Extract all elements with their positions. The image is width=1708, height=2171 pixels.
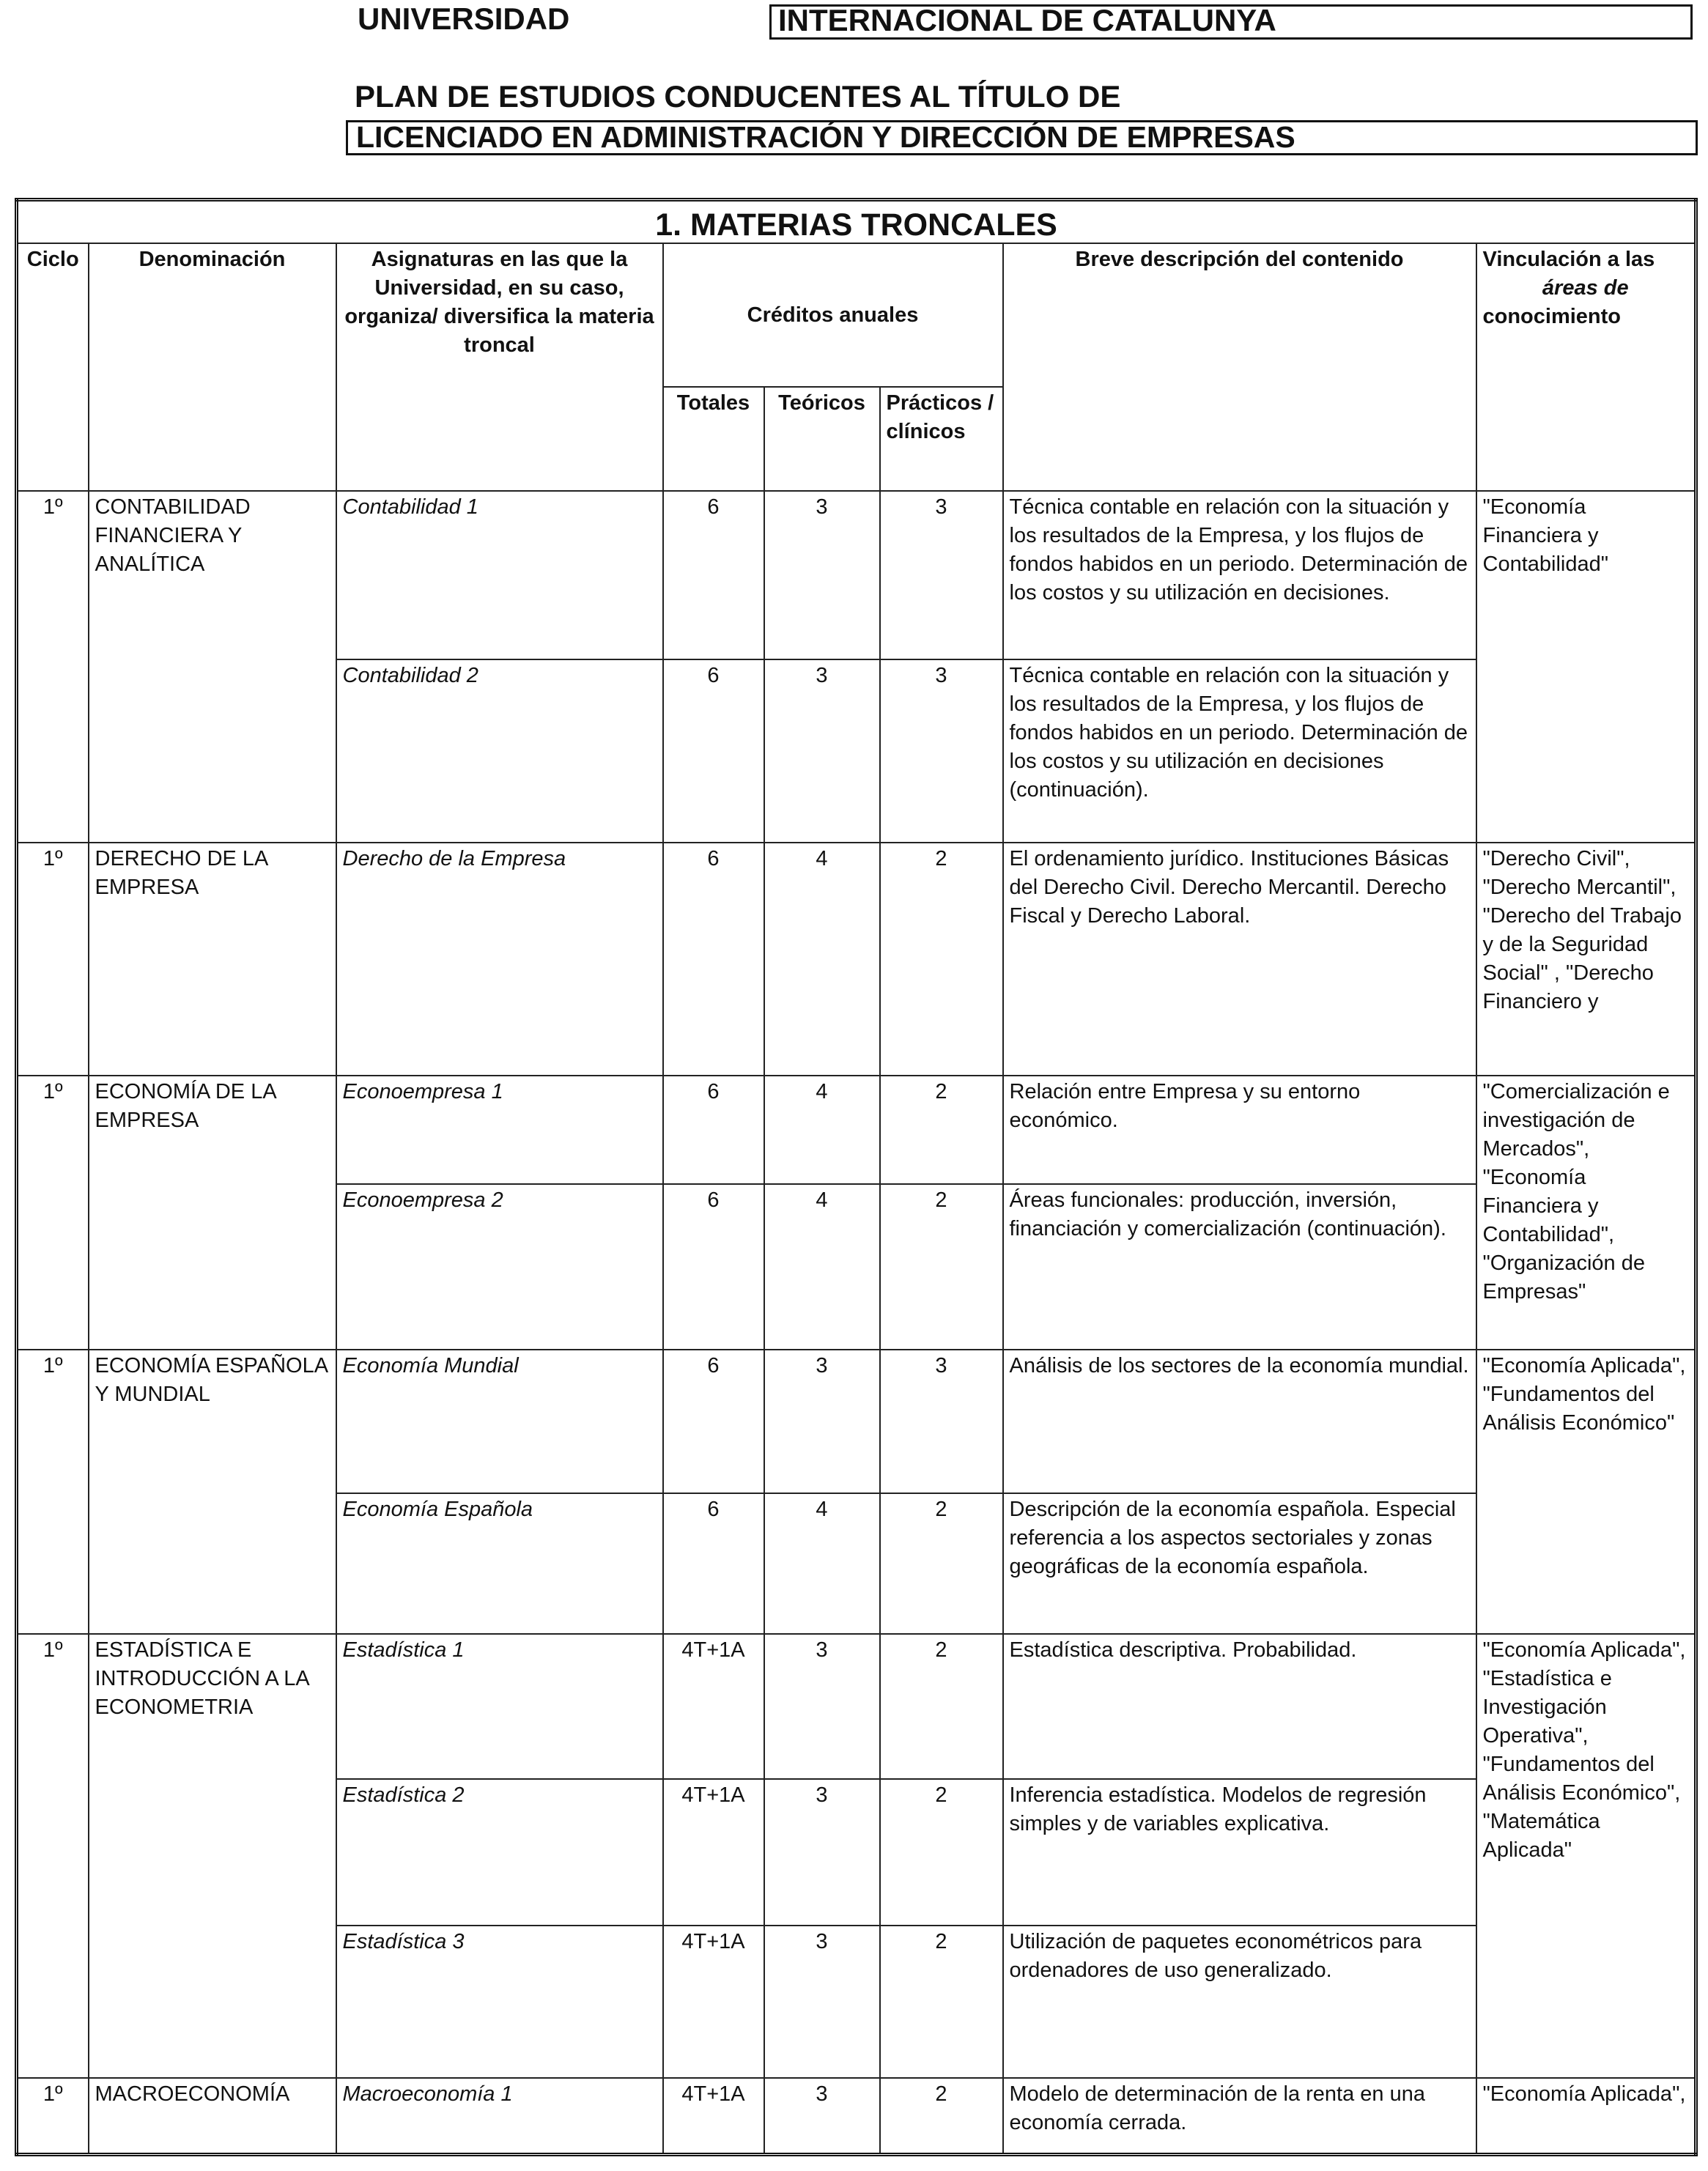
practicos-cell: 2 — [880, 1076, 1003, 1184]
practicos-cell: 3 — [880, 659, 1003, 843]
asignatura-cell: Estadística 3 — [336, 1926, 663, 2078]
descripcion-cell: Técnica contable en relación con la situación y los resultados de la Empresa, y los flujos de fondos habidos en un periodo. Determinación de los costos y su utilización en decisiones. — [1003, 491, 1476, 659]
table-row — [17, 1076, 1696, 1184]
practicos-cell: 3 — [880, 1350, 1003, 1493]
descripcion-cell: El ordenamiento jurídico. Instituciones Básicas del Derecho Civil. Derecho Mercantil. Derecho Fiscal y Derecho Laboral. — [1003, 843, 1476, 1076]
university-name: INTERNACIONAL DE CATALUNYA — [778, 3, 1276, 37]
descripcion-cell: Áreas funcionales: producción, inversión, financiación y comercialización (continuación). — [1003, 1184, 1476, 1350]
practicos-cell: 3 — [880, 491, 1003, 659]
practicos-cell: 2 — [880, 2078, 1003, 2154]
ciclo-cell: 1º — [17, 1076, 89, 1350]
table-row — [17, 1634, 1696, 1779]
asignatura-cell: Econoempresa 1 — [336, 1076, 663, 1184]
totales-cell: 4T+1A — [663, 2078, 764, 2154]
degree-name: LICENCIADO EN ADMINISTRACIÓN Y DIRECCIÓN DE EMPRESAS — [356, 120, 1295, 154]
practicos-cell: 2 — [880, 1184, 1003, 1350]
practicos-cell: 2 — [880, 1779, 1003, 1926]
descripcion-cell: Análisis de los sectores de la economía mundial. — [1003, 1350, 1476, 1493]
col-denominacion: Denominación — [89, 243, 336, 491]
col-practicos: Prácticos / clínicos — [880, 387, 1003, 491]
col-vinculacion — [1476, 243, 1696, 491]
totales-cell: 6 — [663, 843, 764, 1076]
asignatura-cell: Economía Española — [336, 1493, 663, 1634]
ciclo-cell: 1º — [17, 1350, 89, 1634]
vinculacion-cell: "Economía Aplicada", — [1476, 2078, 1696, 2154]
descripcion-cell: Utilización de paquetes econométricos para ordenadores de uso generalizado. — [1003, 1926, 1476, 2078]
vinculacion-cell: "Derecho Civil", "Derecho Mercantil", "Derecho del Trabajo y de la Seguridad Social" , "Derecho Financiero y — [1476, 843, 1696, 1076]
totales-cell: 6 — [663, 1493, 764, 1634]
col-vinculacion-line1: Vinculación a las — [1482, 248, 1655, 271]
materias-body — [17, 491, 1696, 2154]
totales-cell: 4T+1A — [663, 1634, 764, 1779]
col-vinculacion-line2: áreas de — [1542, 276, 1629, 300]
asignatura-cell: Macroeconomía 1 — [336, 2078, 663, 2154]
practicos-cell: 2 — [880, 1926, 1003, 2078]
col-asignaturas: Asignaturas en las que la Universidad, en su caso, organiza/ diversifica la materia troncal — [336, 243, 663, 491]
teoricos-cell: 3 — [764, 2078, 880, 2154]
denominacion-cell: MACROECONOMÍA — [89, 2078, 336, 2154]
asignatura-cell: Economía Mundial — [336, 1350, 663, 1493]
plan-title: PLAN DE ESTUDIOS CONDUCENTES AL TÍTULO DE — [355, 79, 1121, 114]
teoricos-cell: 4 — [764, 1076, 880, 1184]
teoricos-cell: 3 — [764, 1634, 880, 1779]
descripcion-cell: Inferencia estadística. Modelos de regresión simples y de variables explicativa. — [1003, 1779, 1476, 1926]
ciclo-cell: 1º — [17, 1634, 89, 2078]
totales-cell: 6 — [663, 1184, 764, 1350]
asignatura-cell: Contabilidad 2 — [336, 659, 663, 843]
asignatura-cell: Derecho de la Empresa — [336, 843, 663, 1076]
vinculacion-cell: "Economía Aplicada", "Estadística e Investigación Operativa", "Fundamentos del Análisis Económico", "Matemática Aplicada" — [1476, 1634, 1696, 2078]
denominacion-cell: DERECHO DE LA EMPRESA — [89, 843, 336, 1076]
asignatura-cell: Estadística 1 — [336, 1634, 663, 1779]
table-row — [17, 843, 1696, 1076]
denominacion-cell: ECONOMÍA DE LA EMPRESA — [89, 1076, 336, 1350]
col-descripcion: Breve descripción del contenido — [1003, 243, 1476, 491]
teoricos-cell: 4 — [764, 1184, 880, 1350]
descripcion-cell: Descripción de la economía española. Especial referencia a los aspectos sectoriales y zonas geográficas de la economía española. — [1003, 1493, 1476, 1634]
totales-cell: 6 — [663, 491, 764, 659]
denominacion-cell: ESTADÍSTICA E INTRODUCCIÓN A LA ECONOMETRIA — [89, 1634, 336, 2078]
totales-cell: 4T+1A — [663, 1926, 764, 2078]
ciclo-cell: 1º — [17, 491, 89, 843]
table-row — [17, 491, 1696, 659]
ciclo-cell: 1º — [17, 2078, 89, 2154]
teoricos-cell: 3 — [764, 1779, 880, 1926]
totales-cell: 4T+1A — [663, 1779, 764, 1926]
vinculacion-cell: "Comercialización e investigación de Mercados", "Economía Financiera y Contabilidad", "Organización de Empresas" — [1476, 1076, 1696, 1350]
section-title: 1. MATERIAS TRONCALES — [17, 200, 1696, 244]
teoricos-cell: 3 — [764, 1350, 880, 1493]
teoricos-cell: 4 — [764, 1493, 880, 1634]
table-row — [17, 2078, 1696, 2154]
ciclo-cell: 1º — [17, 843, 89, 1076]
col-creditos: Créditos anuales — [663, 243, 1003, 387]
teoricos-cell: 3 — [764, 659, 880, 843]
descripcion-cell: Técnica contable en relación con la situación y los resultados de la Empresa, y los flujos de fondos habidos en un periodo. Determinación de los costos y su utilización en decisiones (continuación). — [1003, 659, 1476, 843]
practicos-cell: 2 — [880, 843, 1003, 1076]
vinculacion-cell: "Economía Aplicada", "Fundamentos del Análisis Económico" — [1476, 1350, 1696, 1634]
practicos-cell: 2 — [880, 1634, 1003, 1779]
totales-cell: 6 — [663, 1076, 764, 1184]
denominacion-cell: CONTABILIDAD FINANCIERA Y ANALÍTICA — [89, 491, 336, 843]
vinculacion-cell: "Economía Financiera y Contabilidad" — [1476, 491, 1696, 843]
teoricos-cell: 3 — [764, 1926, 880, 2078]
asignatura-cell: Contabilidad 1 — [336, 491, 663, 659]
asignatura-cell: Econoempresa 2 — [336, 1184, 663, 1350]
asignatura-cell: Estadística 2 — [336, 1779, 663, 1926]
col-totales: Totales — [663, 387, 764, 491]
descripcion-cell: Modelo de determinación de la renta en una economía cerrada. — [1003, 2078, 1476, 2154]
descripcion-cell: Relación entre Empresa y su entorno económico. — [1003, 1076, 1476, 1184]
materias-troncales-table — [15, 198, 1698, 2156]
totales-cell: 6 — [663, 1350, 764, 1493]
totales-cell: 6 — [663, 659, 764, 843]
col-ciclo: Ciclo — [17, 243, 89, 491]
university-label: UNIVERSIDAD — [358, 1, 570, 36]
col-teoricos: Teóricos — [764, 387, 880, 491]
teoricos-cell: 4 — [764, 843, 880, 1076]
practicos-cell: 2 — [880, 1493, 1003, 1634]
teoricos-cell: 3 — [764, 491, 880, 659]
table-row — [17, 1350, 1696, 1493]
descripcion-cell: Estadística descriptiva. Probabilidad. — [1003, 1634, 1476, 1779]
col-vinculacion-line3: conocimiento — [1482, 305, 1622, 328]
denominacion-cell: ECONOMÍA ESPAÑOLA Y MUNDIAL — [89, 1350, 336, 1634]
